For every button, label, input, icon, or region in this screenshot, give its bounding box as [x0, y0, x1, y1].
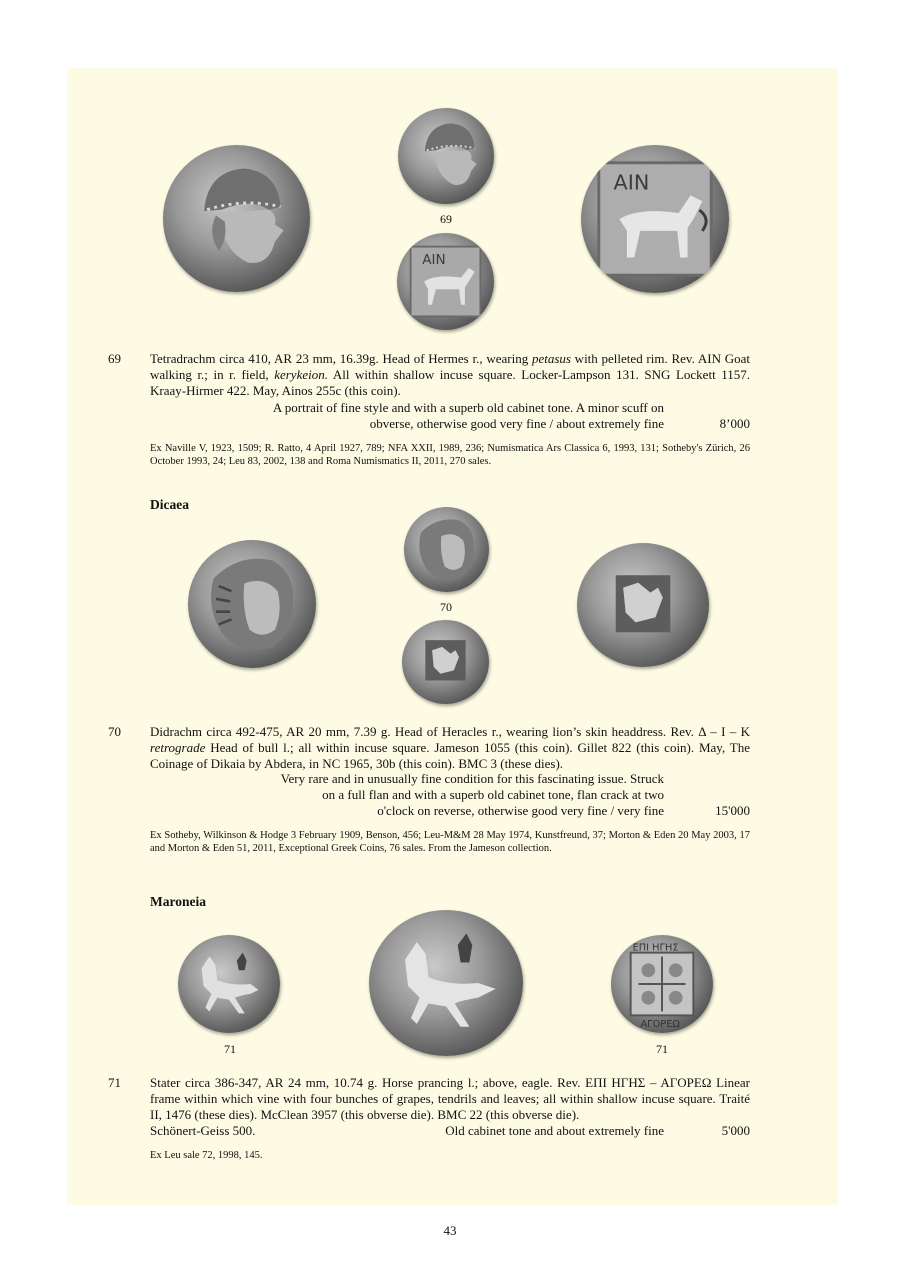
maroneia-legend-top: ΕΠΙ ΗΓΗΣ	[632, 942, 679, 954]
lot-69-desc-c: All within shallow incuse square. Locker-Lampson 131. SNG Lockett 1157. Kraay-Hirmer 422. May, Ainos 255c (this coin).	[150, 367, 751, 398]
lot-70-provenance: Ex Sotheby, Wilkinson & Hodge 3 February 1909, Benson, 456; Leu-M&M 28 May 1974, Kunstfreund, 37; Morton & Eden 20 May 2003, 17 and Morton & Eden 51, 2011, Exceptional Greek Coins, 76 sales. From the Jameson collection.	[150, 830, 750, 854]
lot-70-note-line1: Very rare and in unusually fine condition for this fascinating issue. Struck	[280, 771, 664, 786]
goat-reverse-coin-large	[581, 145, 729, 293]
vine-icon	[611, 935, 713, 1033]
lot-69-caption: 69	[440, 212, 452, 226]
lot-70-number: 70	[108, 724, 121, 739]
lot-71-price: 5'000	[721, 1123, 750, 1138]
heracles-head-coin-large	[188, 540, 316, 668]
lot-69-desc-petasus: petasus	[531, 351, 571, 366]
goat-reverse-coin-small	[397, 233, 494, 330]
lot-69-description	[150, 351, 750, 399]
lot-70-caption: 70	[440, 600, 452, 614]
bull-incuse-icon	[577, 543, 709, 667]
hermes-head-coin-large	[163, 145, 310, 292]
page-number: 43	[443, 1223, 457, 1238]
lot-70-desc-a: Didrachm circa 492-475, AR 20 mm, 7.39 g. Head of Heracles r., wearing lion’s skin headdress. Rev. Δ – I – K	[150, 724, 750, 739]
lot-70-note-line3: o'clock on reverse, otherwise good very fine / very fine	[377, 803, 664, 818]
bull-incuse-icon	[402, 620, 489, 704]
lot-69-desc-kerykeion: kerykeion.	[274, 367, 328, 382]
lot-70-note-line2: on a full flan and with a superb old cabinet tone, flan crack at two	[322, 787, 664, 802]
lot-71-note: Old cabinet tone and about extremely fine	[445, 1123, 664, 1138]
goat-icon	[581, 145, 729, 293]
bull-incuse-coin-large	[577, 543, 709, 667]
lot-69-price: 8’000	[719, 416, 750, 431]
bull-incuse-coin-small	[402, 620, 489, 704]
hermes-head-icon	[398, 108, 494, 204]
lot-69-desc-a: Tetradrachm circa 410, AR 23 mm, 16.39g. Head of Hermes r., wearing	[150, 351, 532, 366]
vine-reverse-coin	[611, 935, 713, 1033]
section-heading-maroneia: Maroneia	[150, 894, 206, 909]
ain-legend-small: ΑΙΝ	[422, 252, 446, 269]
heracles-head-coin-small	[404, 507, 489, 592]
lot-71-provenance: Ex Leu sale 72, 1998, 145.	[150, 1150, 263, 1161]
horse-prancing-coin-large	[369, 910, 523, 1056]
lot-69-number: 69	[108, 351, 121, 366]
horse-prancing-icon	[178, 935, 280, 1033]
lot-69-provenance: Ex Naville V, 1923, 1509; R. Ratto, 4 April 1927, 789; NFA XXII, 1989, 236; Numismatica Ars Classica 6, 1993, 131; Sotheby's Zürich, 26 October 1993, 24; Leu 83, 2002, 138 and Roma Numismatics II, 2011, 270 sales.	[150, 443, 750, 467]
ain-legend-large: ΑΙΝ	[613, 170, 650, 195]
goat-icon	[397, 233, 494, 330]
lot-71-description: Stater circa 386-347, AR 24 mm, 10.74 g. Horse prancing l.; above, eagle. Rev. ΕΠΙ ΗΓΗΣ – ΑΓΟΡΕΩ Linear frame within which vine with four bunches of grapes, tendrils and leaves; all within shallow incuse square. Traité II, 1476 (these dies). McClean 3957 (this obverse die). BMC 22 (this obverse die).	[150, 1075, 750, 1122]
hermes-head-coin-small	[398, 108, 494, 204]
lot-71-number: 71	[108, 1075, 121, 1090]
lot-71-caption-right: 71	[656, 1042, 668, 1056]
heracles-head-icon	[404, 507, 489, 592]
lot-70-desc-b: Head of bull l.; all within incuse square. Jameson 1055 (this coin). Gillet 822 (this coin). May, The Coinage of Dikaia by Abdera, in NC 1965, 30b (this coin). BMC 3 (these dies).	[150, 740, 750, 771]
lot-70-price: 15'000	[715, 803, 750, 818]
lot-70-description	[150, 724, 750, 772]
horse-prancing-icon	[369, 910, 523, 1056]
lot-69-note-line1: A portrait of fine style and with a superb old cabinet tone. A minor scuff on	[272, 400, 664, 415]
lot-69-note-line2: obverse, otherwise good very fine / about extremely fine	[369, 416, 664, 431]
lot-71-caption-left: 71	[224, 1042, 236, 1056]
lot-71-description-last: Schönert-Geiss 500.	[150, 1123, 256, 1138]
section-heading-dicaea: Dicaea	[150, 497, 189, 512]
hermes-head-icon	[163, 145, 310, 292]
horse-prancing-coin-small	[178, 935, 280, 1033]
heracles-head-icon	[188, 540, 316, 668]
lot-69-desc-b: with pelleted rim. Rev. AIN Goat walking r.; in r. field,	[150, 351, 750, 382]
maroneia-legend-bottom: ΑΓΟΡΕΩ	[640, 1019, 680, 1031]
lot-70-desc-retrograde: retrograde	[150, 740, 206, 755]
